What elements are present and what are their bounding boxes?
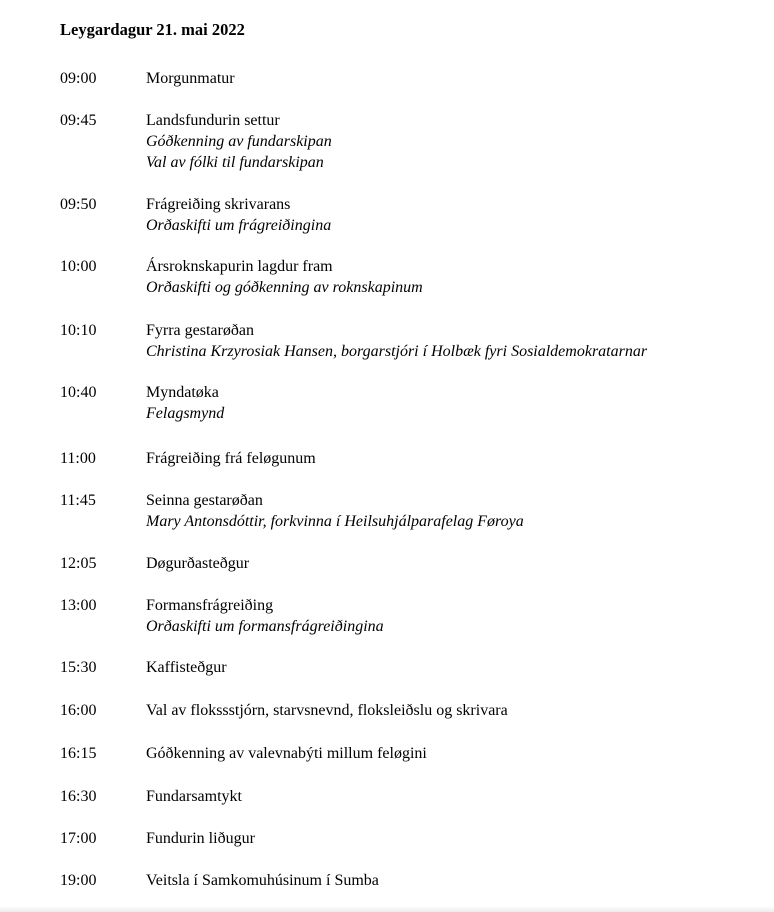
schedule-item-title: Fyrra gestarøðan	[146, 322, 254, 339]
schedule-item-title: Ársroknskapurin lagdur fram	[146, 258, 333, 275]
schedule-description	[146, 743, 427, 764]
schedule-subitem: Val av fólki til fundarskipan	[146, 154, 324, 171]
document-title: Leygardagur 21. mai 2022	[60, 20, 245, 39]
schedule-item-title: Formansfrágreiðing	[146, 597, 274, 614]
schedule-time: 17:00	[60, 830, 97, 847]
schedule-description	[146, 786, 242, 807]
schedule-description	[146, 595, 384, 637]
schedule-subitem: Góðkenning av fundarskipan	[146, 133, 332, 150]
schedule-item-title: Fundarsamtykt	[146, 788, 242, 805]
schedule-time: 10:10	[60, 322, 97, 339]
schedule-item-title: Landsfundurin settur	[146, 112, 280, 129]
schedule-description	[146, 194, 331, 236]
schedule-description	[146, 700, 508, 721]
schedule-description	[146, 657, 227, 678]
schedule-time: 09:45	[60, 112, 97, 129]
schedule-item-title: Seinna gestarøðan	[146, 492, 263, 509]
schedule-time: 10:00	[60, 258, 97, 275]
page-bottom-edge	[0, 906, 774, 912]
schedule-description	[146, 382, 224, 424]
schedule-subitem: Orðaskifti um formansfrágreiðingina	[146, 618, 384, 635]
schedule-item-title: Veitsla í Samkomuhúsinum í Sumba	[146, 872, 379, 889]
schedule-item-title: Góðkenning av valevnabýti millum feløgini	[146, 745, 427, 762]
schedule-item-title: Fundurin liðugur	[146, 830, 255, 847]
schedule-item-title: Frágreiðing frá feløgunum	[146, 450, 316, 467]
schedule-time: 16:15	[60, 745, 97, 762]
schedule-subitem: Orðaskifti og góðkenning av roknskapinum	[146, 279, 423, 296]
schedule-subitem: Felagsmynd	[146, 405, 225, 422]
schedule-item-title: Døgurðasteðgur	[146, 555, 250, 572]
schedule-subitem: Mary Antonsdóttir, forkvinna í Heilsuhjálparafelag Føroya	[146, 513, 524, 530]
schedule-time: 19:00	[60, 872, 97, 889]
schedule-description	[146, 870, 379, 891]
schedule-time: 15:30	[60, 659, 97, 676]
schedule-time: 10:40	[60, 384, 97, 401]
schedule-time: 11:45	[60, 492, 96, 509]
schedule-time: 09:00	[60, 70, 97, 87]
schedule-time: 16:30	[60, 788, 97, 805]
schedule-description	[146, 110, 332, 173]
schedule-item-title: Frágreiðing skrivarans	[146, 196, 291, 213]
schedule-item-title: Morgunmatur	[146, 70, 235, 87]
schedule-description	[146, 68, 235, 89]
schedule-description	[146, 256, 423, 298]
schedule-description	[146, 490, 524, 532]
schedule-description	[146, 553, 249, 574]
schedule-item-title: Myndatøka	[146, 384, 219, 401]
schedule-time: 16:00	[60, 702, 97, 719]
schedule-item-title: Kaffisteðgur	[146, 659, 227, 676]
schedule-time: 11:00	[60, 450, 96, 467]
schedule-time: 12:05	[60, 555, 97, 572]
schedule-description	[146, 828, 255, 849]
schedule-time: 13:00	[60, 597, 97, 614]
schedule-item-title: Val av flokssstjórn, starvsnevnd, floksleiðslu og skrivara	[146, 702, 508, 719]
schedule-time: 09:50	[60, 196, 97, 213]
schedule-description	[146, 320, 647, 362]
schedule-description	[146, 448, 316, 469]
schedule-subitem: Christina Krzyrosiak Hansen, borgarstjóri í Holbæk fyri Sosialdemokratarnar	[146, 343, 648, 360]
schedule-subitem: Orðaskifti um frágreiðingina	[146, 217, 332, 234]
